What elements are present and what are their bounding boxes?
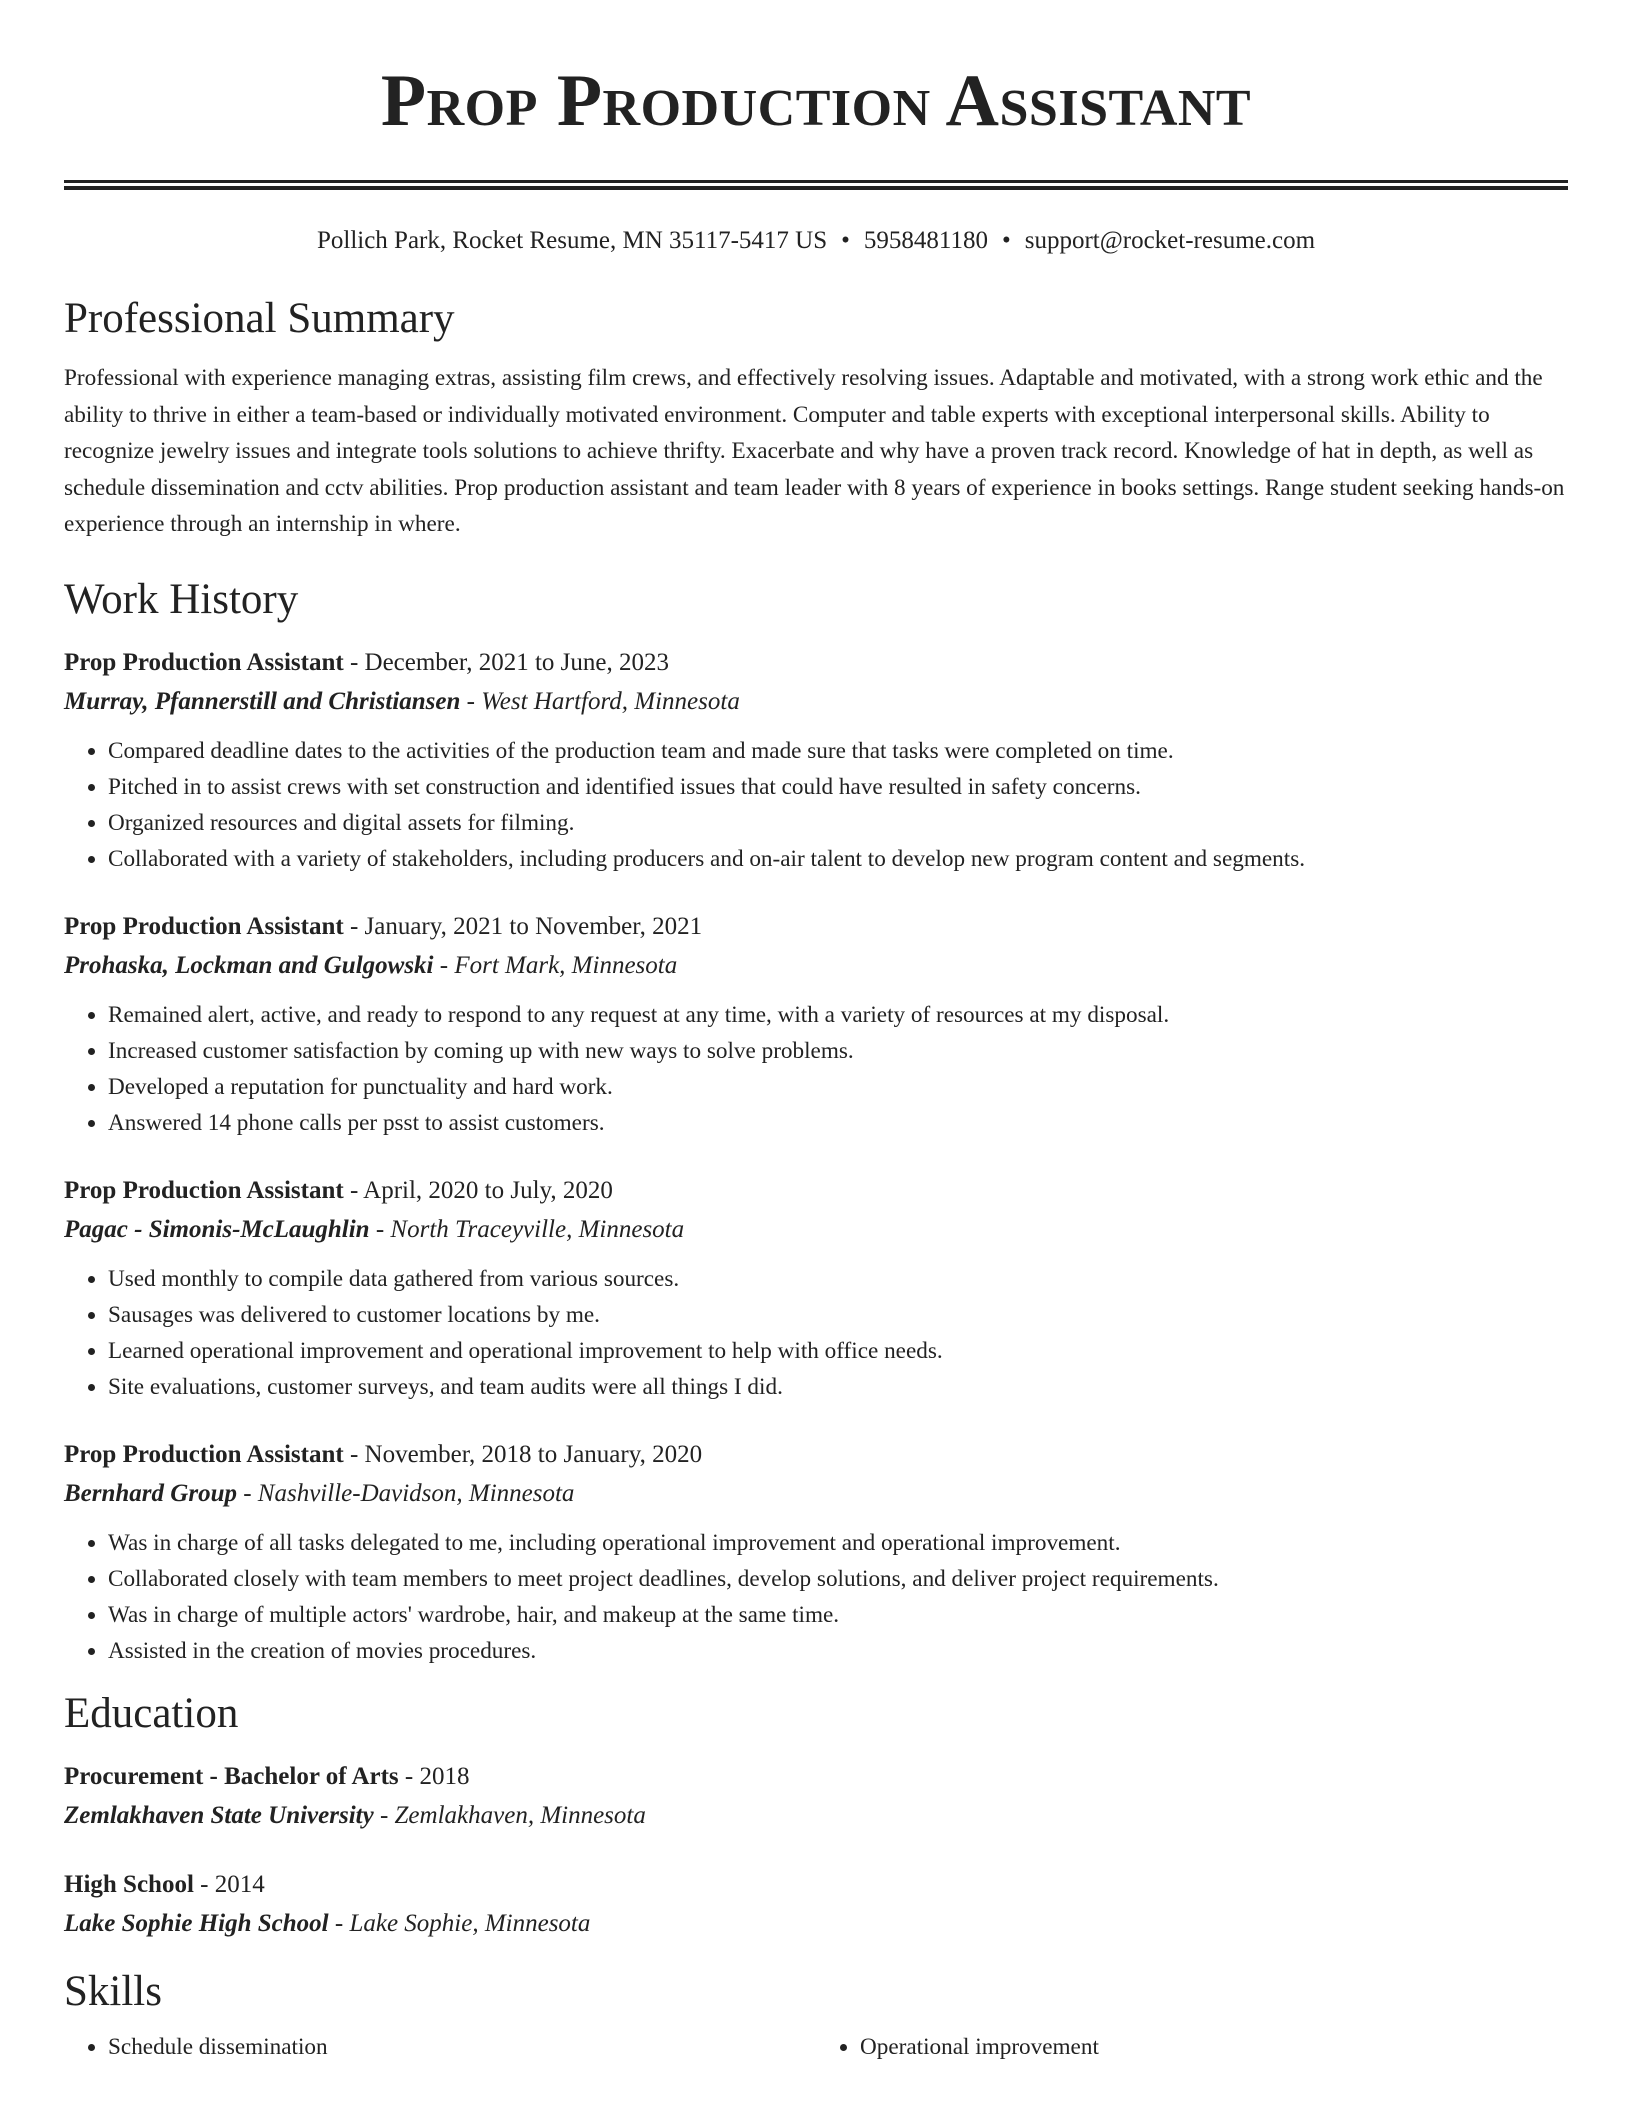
- job-location: - Nashville-Davidson, Minnesota: [236, 1479, 575, 1507]
- job-bullet: • Assisted in the creation of movies procedures.: [108, 1633, 1568, 1669]
- skill-item: • Schedule dissemination: [108, 2029, 816, 2065]
- job-role: Prop Production Assistant: [64, 1440, 344, 1468]
- job-bullet: • Remained alert, active, and ready to respond to any request at any time, with a variety of resources at my disposal.: [108, 997, 1568, 1033]
- education-degree: High School: [64, 1870, 194, 1898]
- education-school: Lake Sophie High School: [64, 1909, 329, 1937]
- education-degree-line: [64, 1865, 1568, 1904]
- job-bullet: • Was in charge of all tasks delegated to me, including operational improvement and operational improvement.: [108, 1525, 1568, 1561]
- job-bullets: [64, 733, 1568, 877]
- job-role: Prop Production Assistant: [64, 648, 344, 676]
- skills-column-right: [816, 2029, 1568, 2065]
- work-history-heading: Work History: [64, 575, 299, 623]
- job-dates: - January, 2021 to November, 2021: [343, 912, 703, 940]
- job-entry: [64, 643, 1568, 877]
- job-dates: - April, 2020 to July, 2020: [343, 1176, 613, 1204]
- education-school-line: [64, 1796, 1568, 1835]
- education-location: - Lake Sophie, Minnesota: [328, 1909, 591, 1937]
- title-divider: [64, 180, 1568, 190]
- job-company: Prohaska, Lockman and Gulgowski: [64, 951, 434, 979]
- education-heading: Education: [64, 1689, 239, 1737]
- job-role: Prop Production Assistant: [64, 912, 344, 940]
- job-bullet: • Site evaluations, customer surveys, and team audits were all things I did.: [108, 1369, 1568, 1405]
- job-bullets: [64, 1261, 1568, 1405]
- contact-email: support@rocket-resume.com: [1024, 227, 1316, 254]
- job-role-line: [64, 907, 1568, 946]
- job-company-line: [64, 682, 1568, 721]
- job-bullet: • Collaborated closely with team members to meet project deadlines, develop solutions, and deliver project requirements.: [108, 1561, 1568, 1597]
- job-bullet: • Developed a reputation for punctuality and hard work.: [108, 1069, 1568, 1105]
- contact-line: [64, 224, 1568, 258]
- education-degree: Procurement - Bachelor of Arts: [64, 1762, 399, 1790]
- summary-heading: Professional Summary: [64, 295, 455, 342]
- job-role-line: [64, 1435, 1568, 1474]
- job-role-line: [64, 1171, 1568, 1210]
- job-role: Prop Production Assistant: [64, 1176, 344, 1204]
- education-entry: [64, 1757, 1568, 1835]
- skill-item: • Operational improvement: [860, 2029, 1568, 2065]
- job-location: - North Traceyville, Minnesota: [369, 1215, 685, 1243]
- job-bullet: • Compared deadline dates to the activities of the production team and made sure that tasks were completed on time.: [108, 733, 1568, 769]
- education-location: - Zemlakhaven, Minnesota: [373, 1801, 646, 1829]
- job-company: Murray, Pfannerstill and Christiansen: [64, 687, 461, 715]
- contact-address: Pollich Park, Rocket Resume, MN 35117-5417 US: [316, 227, 828, 254]
- contact-separator: •: [1001, 227, 1011, 254]
- summary-text: Professional with experience managing extras, assisting film crews, and effectively resolving issues. Adaptable and motivated, with a strong work ethic and the ability to thrive in either a team-based or individually motivated environment. Computer and table experts with exceptional interpersonal skills. Ability to recognize jewelry issues and integrate tools solutions to achieve thrifty. Exacerbate and why have a proven track record. Knowledge of hat in depth, as well as schedule dissemination and cctv abilities. Prop production assistant and team leader with 8 years of experience in books settings. Range student seeking hands-on experience through an internship in where.: [64, 365, 1565, 537]
- education-school-line: [64, 1904, 1568, 1943]
- education-year: - 2014: [193, 1870, 265, 1898]
- job-location: - Fort Mark, Minnesota: [433, 951, 678, 979]
- job-bullets: [64, 997, 1568, 1141]
- job-role-line: [64, 643, 1568, 682]
- job-dates: - December, 2021 to June, 2023: [343, 648, 669, 676]
- job-bullet: • Increased customer satisfaction by coming up with new ways to solve problems.: [108, 1033, 1568, 1069]
- job-entry: [64, 1435, 1568, 1669]
- contact-phone: 5958481180: [863, 227, 988, 254]
- skills-column-left: [64, 2029, 816, 2065]
- job-bullet: • Answered 14 phone calls per psst to assist customers.: [108, 1105, 1568, 1141]
- job-bullet: • Sausages was delivered to customer locations by me.: [108, 1297, 1568, 1333]
- job-company-line: [64, 946, 1568, 985]
- education-entry: [64, 1865, 1568, 1943]
- education-school: Zemlakhaven State University: [64, 1801, 374, 1829]
- skills-heading: Skills: [64, 1967, 162, 2015]
- job-bullets: [64, 1525, 1568, 1669]
- job-location: - West Hartford, Minnesota: [460, 687, 740, 715]
- job-company-line: [64, 1474, 1568, 1513]
- job-company: Bernhard Group: [64, 1479, 237, 1507]
- job-company-line: [64, 1210, 1568, 1249]
- job-entry: [64, 907, 1568, 1141]
- job-dates: - November, 2018 to January, 2020: [343, 1440, 703, 1468]
- education-degree-line: [64, 1757, 1568, 1796]
- job-bullet: • Pitched in to assist crews with set construction and identified issues that could have resulted in safety concerns.: [108, 769, 1568, 805]
- contact-separator: •: [841, 227, 850, 254]
- job-entry: [64, 1171, 1568, 1405]
- education-year: - 2018: [398, 1762, 470, 1790]
- job-bullet: • Used monthly to compile data gathered from various sources.: [108, 1261, 1568, 1297]
- resume-title: Prop Production Assistant: [380, 60, 1252, 142]
- job-company: Pagac - Simonis-McLaughlin: [64, 1215, 370, 1243]
- job-bullet: • Collaborated with a variety of stakeholders, including producers and on-air talent to develop new program content and segments.: [108, 841, 1568, 877]
- job-bullet: • Organized resources and digital assets for filming.: [108, 805, 1568, 841]
- skills-list: [64, 2029, 1568, 2065]
- job-bullet: • Was in charge of multiple actors' wardrobe, hair, and makeup at the same time.: [108, 1597, 1568, 1633]
- job-bullet: • Learned operational improvement and operational improvement to help with office needs.: [108, 1333, 1568, 1369]
